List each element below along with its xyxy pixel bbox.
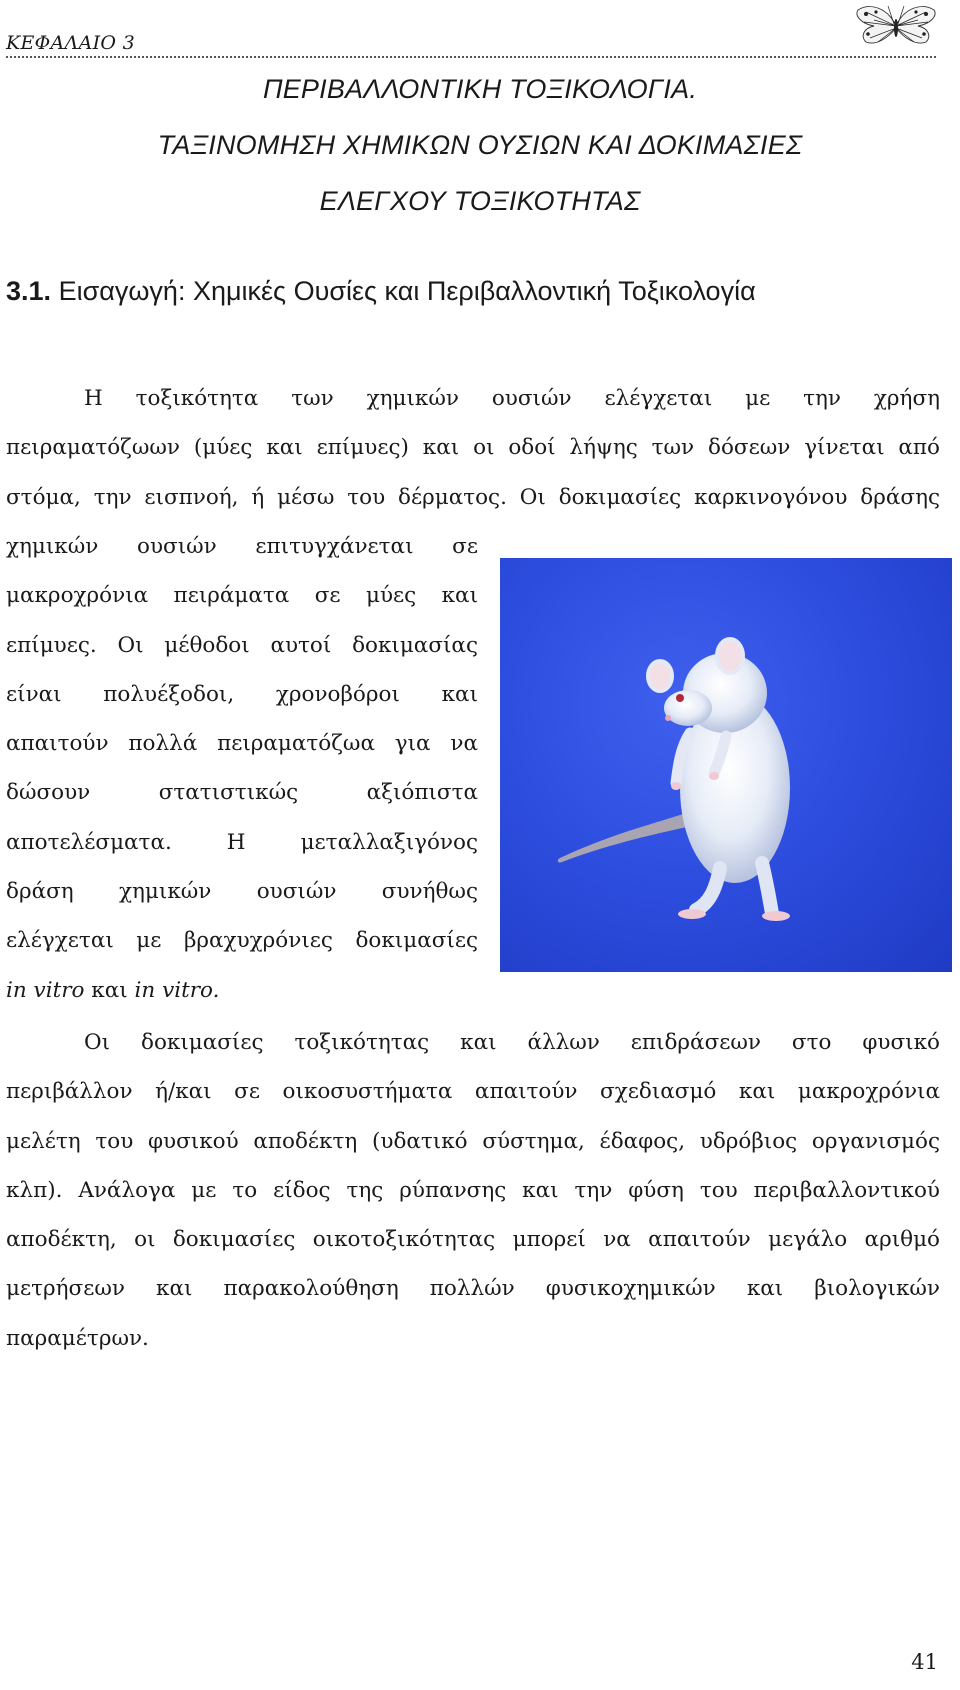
butterfly-icon bbox=[852, 2, 940, 48]
paragraph-line: πειραματόζωων (μύες και επίμυες) και οι οδοί λήψης των δόσεων γίνεται από bbox=[6, 435, 940, 461]
paragraph-line: Η τοξικότητα των χημικών ουσιών ελέγχεται με την χρήση bbox=[84, 386, 940, 411]
paragraph-line: επίμυες. Οι μέθοδοι αυτοί δοκιμασίας bbox=[6, 632, 478, 658]
paragraph-line: μετρήσεων και παρακολούθηση πολλών φυσικοχημικών και βιολογικών bbox=[6, 1276, 940, 1302]
white-rat-photo bbox=[500, 558, 952, 972]
section-title: Εισαγωγή: Χημικές Ουσίες και Περιβαλλοντική Τοξικολογία bbox=[58, 276, 756, 306]
paragraph-line: παραμέτρων. bbox=[6, 1325, 149, 1351]
paragraph-line: Οι δοκιμασίες τοξικότητας και άλλων επιδράσεων στο φυσικό bbox=[84, 1030, 940, 1055]
paragraph-line: απαιτούν πολλά πειραματόζωα για να bbox=[6, 731, 478, 757]
paragraph-line: κλπ). Ανάλογα με το είδος της ρύπανσης και την φύση του περιβαλλοντικού bbox=[6, 1177, 940, 1203]
paragraph-intro bbox=[6, 374, 940, 522]
paragraph-ecotox bbox=[6, 1018, 940, 1363]
chapter-title-line-1: ΠΕΡΙΒΑΛΛΟΝΤΙΚΗ ΤΟΞΙΚΟΛΟΓΙΑ. bbox=[262, 74, 698, 104]
rat-illustration bbox=[500, 558, 952, 972]
section-number: 3.1. bbox=[6, 276, 52, 306]
page-number: 41 bbox=[911, 1650, 938, 1674]
paragraph-line: αποτελέσματα. Η μεταλλαξιγόνος bbox=[6, 829, 478, 855]
italic-term: in vitro. bbox=[134, 977, 220, 1003]
conjunction: και bbox=[84, 977, 135, 1003]
paragraph-line: μακροχρόνια πειράματα σε μύες και bbox=[6, 583, 478, 609]
paragraph-line bbox=[6, 966, 478, 1015]
paragraph-line: περιβάλλον ή/και σε οικοσυστήματα απαιτούν σχεδιασμό και μακροχρόνια bbox=[6, 1079, 940, 1105]
paragraph-line: χημικών ουσιών επιτυγχάνεται σε bbox=[6, 534, 478, 559]
chapter-title-line-2: ΤΑΞΙΝΟΜΗΣΗ ΧΗΜΙΚΩΝ ΟΥΣΙΩΝ ΚΑΙ ΔΟΚΙΜΑΣΙΕΣ bbox=[157, 130, 803, 160]
paragraph-wrapped bbox=[6, 522, 478, 1015]
paragraph-line: είναι πολυέξοδοι, χρονοβόροι και bbox=[6, 681, 478, 707]
page-header bbox=[6, 30, 936, 58]
paragraph-line: ελέγχεται με βραχυχρόνιες δοκιμασίες bbox=[6, 928, 478, 954]
paragraph-line: δράση χημικών ουσιών συνήθως bbox=[6, 879, 478, 905]
paragraph-line: αποδέκτη, οι δοκιμασίες οικοτοξικότητας μπορεί να απαιτούν μεγάλο αριθμό bbox=[6, 1227, 940, 1253]
paragraph-line: δώσουν στατιστικώς αξιόπιστα bbox=[6, 780, 478, 806]
italic-term: in vitro bbox=[6, 977, 85, 1003]
chapter-label: ΚΕΦΑΛΑΙΟ 3 bbox=[6, 32, 136, 54]
paragraph-line: μελέτη του φυσικού αποδέκτη (υδατικό σύστημα, έδαφος, υδρόβιος οργανισμός bbox=[6, 1128, 940, 1154]
chapter-title-line-3: ΕΛΕΓΧΟΥ ΤΟΞΙΚΟΤΗΤΑΣ bbox=[319, 186, 641, 216]
section-heading bbox=[6, 276, 756, 307]
paragraph-line: στόμα, την εισπνοή, ή μέσω του δέρματος. Οι δοκιμασίες καρκινογόνου δράσης bbox=[6, 484, 940, 510]
